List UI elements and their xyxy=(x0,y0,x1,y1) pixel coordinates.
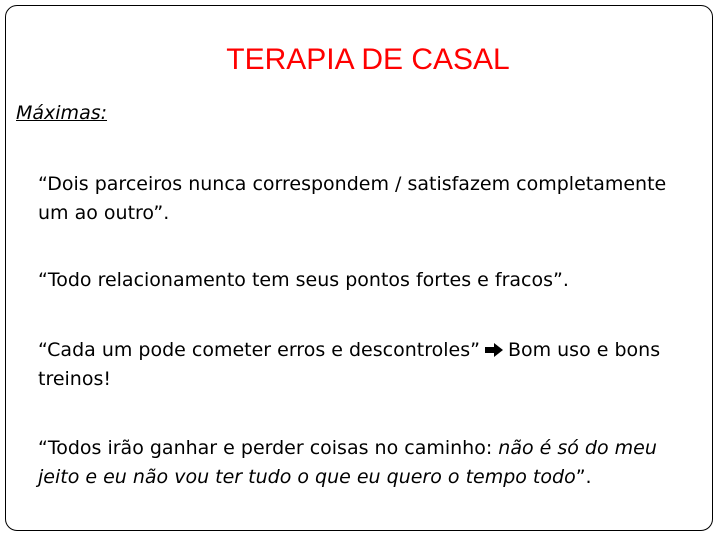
quote-4-end: ”. xyxy=(575,466,592,488)
slide-title: TERAPIA DE CASAL xyxy=(226,43,510,76)
right-arrow-icon xyxy=(484,336,504,365)
quote-3-conclusion: Bom uso e bons treinos! xyxy=(38,339,661,390)
quote-2: “Todo relacionamento tem seus pontos fortes e fracos”. xyxy=(38,269,569,291)
quote-4 xyxy=(38,434,698,492)
quote-4-italic: não é só do meu jeito e eu não vou ter tudo o que eu quero o tempo todo xyxy=(38,437,657,488)
quote-3-text: “Cada um pode cometer erros e descontroles” xyxy=(38,339,480,361)
subtitle-maximas: Máximas: xyxy=(16,102,108,124)
quote-3 xyxy=(38,336,698,394)
quote-1: “Dois parceiros nunca correspondem / satisfazem completamente um ao outro”. xyxy=(38,173,667,224)
quote-4-text: “Todos irão ganhar e perder coisas no caminho: xyxy=(38,437,499,459)
